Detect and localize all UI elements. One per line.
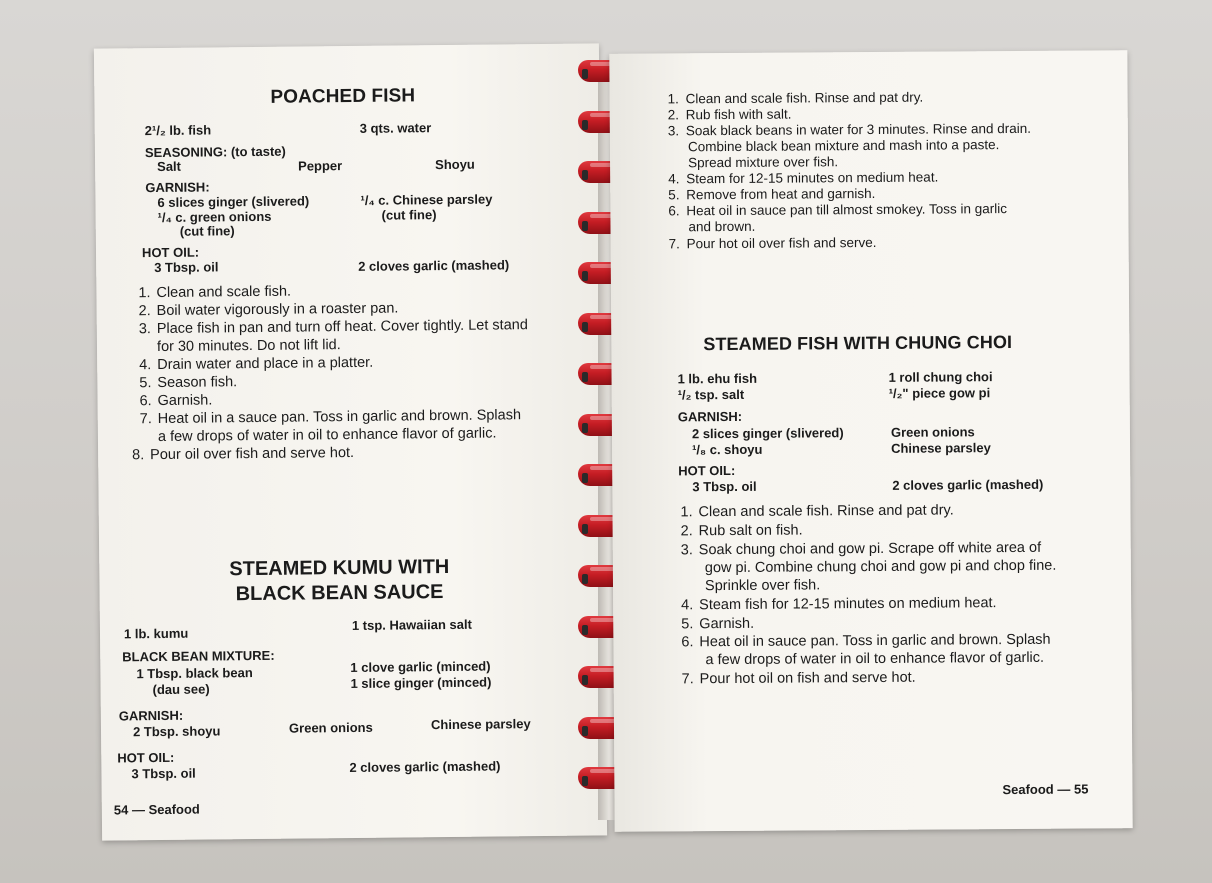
section-heading: HOT OIL: <box>141 244 200 261</box>
ingredient: 2 cloves garlic (mashed) <box>358 257 510 274</box>
ingredient: 3 Tbsp. oil <box>154 259 219 276</box>
step-continued: a few drops of water in oil to enhance flavor of garlic. <box>157 425 497 446</box>
ingredient: 6 slices ginger (slivered) <box>157 193 310 211</box>
poached-fish-title: POACHED FISH <box>270 85 416 108</box>
ingredient: Chinese parsley <box>430 716 531 733</box>
ingredient: 2 cloves garlic (mashed) <box>349 758 501 776</box>
ingredient: (dau see) <box>152 681 210 698</box>
ingredient: 1 lb. ehu fish <box>677 370 758 387</box>
section-heading: HOT OIL: <box>678 462 736 479</box>
ingredient: Pepper <box>298 158 343 174</box>
step: 1. Clean and scale fish. Rinse and pat dry. <box>667 89 924 107</box>
ingredient: ¹/₂" piece gow pi <box>888 385 991 401</box>
ingredient: 3 qts. water <box>359 120 432 136</box>
right-page <box>609 50 1132 832</box>
step: 2. Rub salt on fish. <box>680 522 803 540</box>
ingredient: Shoyu <box>435 156 475 173</box>
step: 7. Heat oil in a sauce pan. Toss in garlic and brown. Splash <box>139 407 522 428</box>
step: 4. Steam fish for 12-15 minutes on medium heat. <box>681 595 997 614</box>
step: 6. Heat oil in sauce pan. Toss in garlic and brown. Splash <box>681 631 1051 651</box>
section-heading: BLACK BEAN MIXTURE: <box>122 647 275 665</box>
page-number-footer: Seafood — 55 <box>1002 781 1089 798</box>
ingredient: Salt <box>157 158 182 175</box>
ingredient: ¹/₈ c. shoyu <box>692 441 763 458</box>
step: 4. Drain water and place in a platter. <box>139 354 374 374</box>
ingredient: 2 cloves garlic (mashed) <box>892 476 1044 493</box>
step: 3. Soak chung choi and gow pi. Scrape off white area of <box>680 539 1042 559</box>
step: 5. Remove from heat and garnish. <box>668 185 876 203</box>
ingredient: (cut fine) <box>179 223 235 239</box>
ingredient: 2¹/₂ lb. fish <box>144 122 212 139</box>
ingredient: ¹/₄ c. green onions <box>157 208 272 226</box>
ingredient: 1 slice ginger (minced) <box>350 674 492 692</box>
step: 3. Soak black beans in water for 3 minutes. Rinse and drain. <box>667 120 1032 139</box>
ingredient: 1 clove garlic (minced) <box>350 658 491 676</box>
ingredient: Green onions <box>288 719 373 736</box>
ingredient: 3 Tbsp. oil <box>692 478 757 495</box>
step: 7. Pour hot oil over fish and serve. <box>668 234 877 252</box>
ingredient: Chinese parsley <box>890 440 991 456</box>
ingredient: 1 lb. kumu <box>123 625 189 642</box>
section-heading: GARNISH: <box>677 408 743 425</box>
section-heading: HOT OIL: <box>117 749 175 766</box>
left-page <box>94 43 607 840</box>
section-heading: SEASONING: (to taste) <box>144 143 286 161</box>
step: 3. Place fish in pan and turn off heat. Cover tightly. Let stand <box>138 317 528 338</box>
kumu-title: STEAMED KUMU WITH BLACK BEAN SAUCE <box>229 555 450 606</box>
chung-choi-title: STEAMED FISH WITH CHUNG CHOI <box>703 332 1013 355</box>
step: 1. Clean and scale fish. Rinse and pat dry. <box>680 502 954 521</box>
step: 5. Garnish. <box>681 615 755 633</box>
step: 6. Garnish. <box>139 392 213 410</box>
step: 8. Pour oil over fish and serve hot. <box>132 444 355 464</box>
section-heading: GARNISH: <box>145 179 210 196</box>
step: 6. Heat oil in sauce pan till almost smokey. Toss in garlic <box>668 201 1008 219</box>
page-number-footer: 54 — Seafood <box>113 801 200 818</box>
section-heading: GARNISH: <box>118 707 184 724</box>
step: 4. Steam for 12-15 minutes on medium heat. <box>668 169 939 187</box>
step-continued: Spread mixture over fish. <box>688 154 839 171</box>
ingredient: ¹/₄ c. Chinese parsley <box>360 191 493 208</box>
step-continued: for 30 minutes. Do not lift lid. <box>156 337 341 356</box>
ingredient: Green onions <box>890 424 975 440</box>
ingredient: 2 Tbsp. shoyu <box>132 723 221 740</box>
step: 2. Rub fish with salt. <box>667 106 792 123</box>
ingredient: 2 slices ginger (slivered) <box>691 425 844 442</box>
step: 2. Boil water vigorously in a roaster pan. <box>138 300 399 320</box>
step-continued: a few drops of water in oil to enhance flavor of garlic. <box>705 649 1045 669</box>
ingredient: (cut fine) <box>381 207 437 223</box>
step-continued: Sprinkle over fish. <box>704 577 821 595</box>
step-continued: gow pi. Combine chung choi and gow pi and chop fine. <box>704 557 1057 577</box>
ingredient: 1 Tbsp. black bean <box>136 665 253 682</box>
ingredient: 1 roll chung choi <box>888 369 993 385</box>
step: 1. Clean and scale fish. <box>138 283 292 302</box>
step-continued: and brown. <box>688 218 756 235</box>
ingredient: 3 Tbsp. oil <box>131 765 196 782</box>
ingredient: 1 tsp. Hawaiian salt <box>351 616 472 633</box>
ingredient: ¹/₂ tsp. salt <box>677 386 745 403</box>
step: 7. Pour hot oil on fish and serve hot. <box>681 669 916 688</box>
step-continued: Combine black bean mixture and mash into a paste. <box>687 137 1000 155</box>
step: 5. Season fish. <box>139 374 238 392</box>
